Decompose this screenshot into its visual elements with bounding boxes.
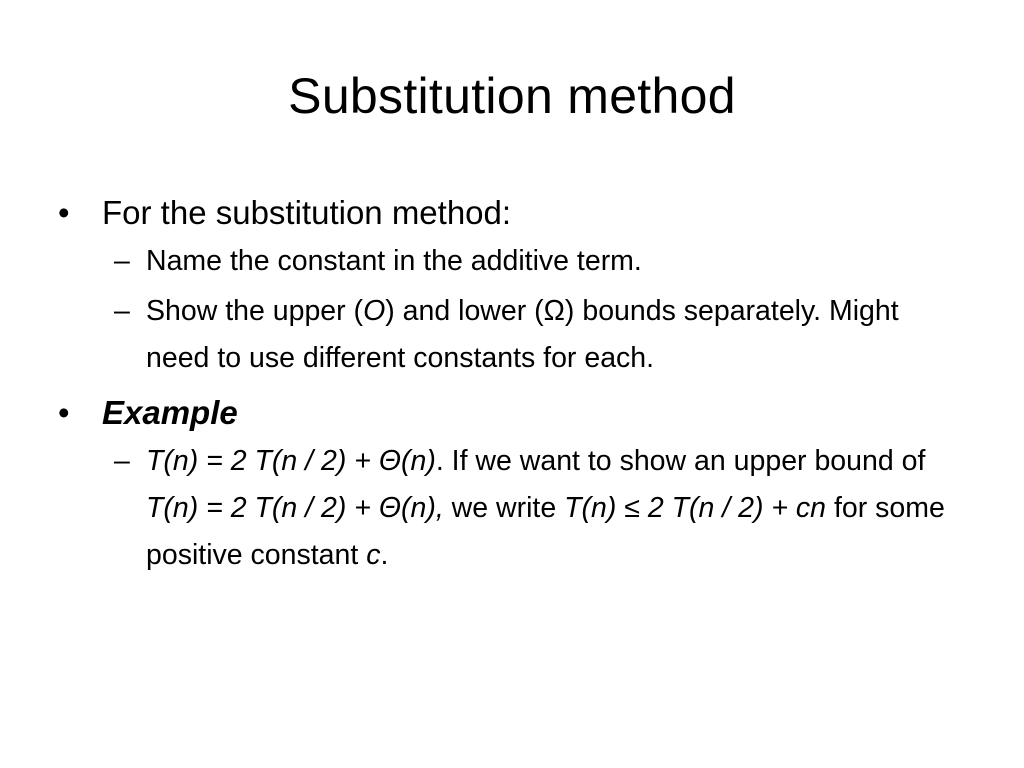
bullet-item-example xyxy=(58,390,958,436)
dash-icon: – xyxy=(114,295,130,327)
subitem-text-part: for some positive constant xyxy=(146,492,945,571)
dash-icon: – xyxy=(114,445,130,477)
subitem-text-part: we write xyxy=(443,492,565,524)
slide-body xyxy=(58,190,958,579)
constant-c: c xyxy=(366,539,381,571)
subitem-text: Name the constant in the additive term. xyxy=(146,245,642,277)
bullet-text: Example xyxy=(102,394,238,431)
dash-icon: – xyxy=(114,245,130,277)
inequality-formula: T(n) ≤ 2 T(n / 2) + cn xyxy=(564,492,827,524)
big-o-symbol: O xyxy=(363,295,386,327)
recurrence-formula: T(n) = 2 T(n / 2) + Θ(n) xyxy=(146,445,436,477)
slide-title: Substitution method xyxy=(288,68,736,124)
subitem-text-part: ) and lower (Ω) bounds separately. Might need to use different constants for each. xyxy=(146,295,899,374)
recurrence-formula: T(n) = 2 T(n / 2) + Θ(n), xyxy=(146,492,444,524)
subitem-text-part: . If we want to show an upper bound of xyxy=(435,445,926,477)
bullet-item-substitution xyxy=(58,190,958,236)
subitem-text-part: . xyxy=(380,539,389,571)
subitem-name-constant xyxy=(58,238,958,285)
subitem-recurrence-example xyxy=(58,438,958,579)
bullet-icon: • xyxy=(58,194,70,231)
bullet-icon: • xyxy=(58,394,70,431)
bullet-text: For the substitution method: xyxy=(102,194,512,231)
subitem-upper-lower-bounds xyxy=(58,288,958,382)
subitem-text-part: Show the upper ( xyxy=(146,295,364,327)
